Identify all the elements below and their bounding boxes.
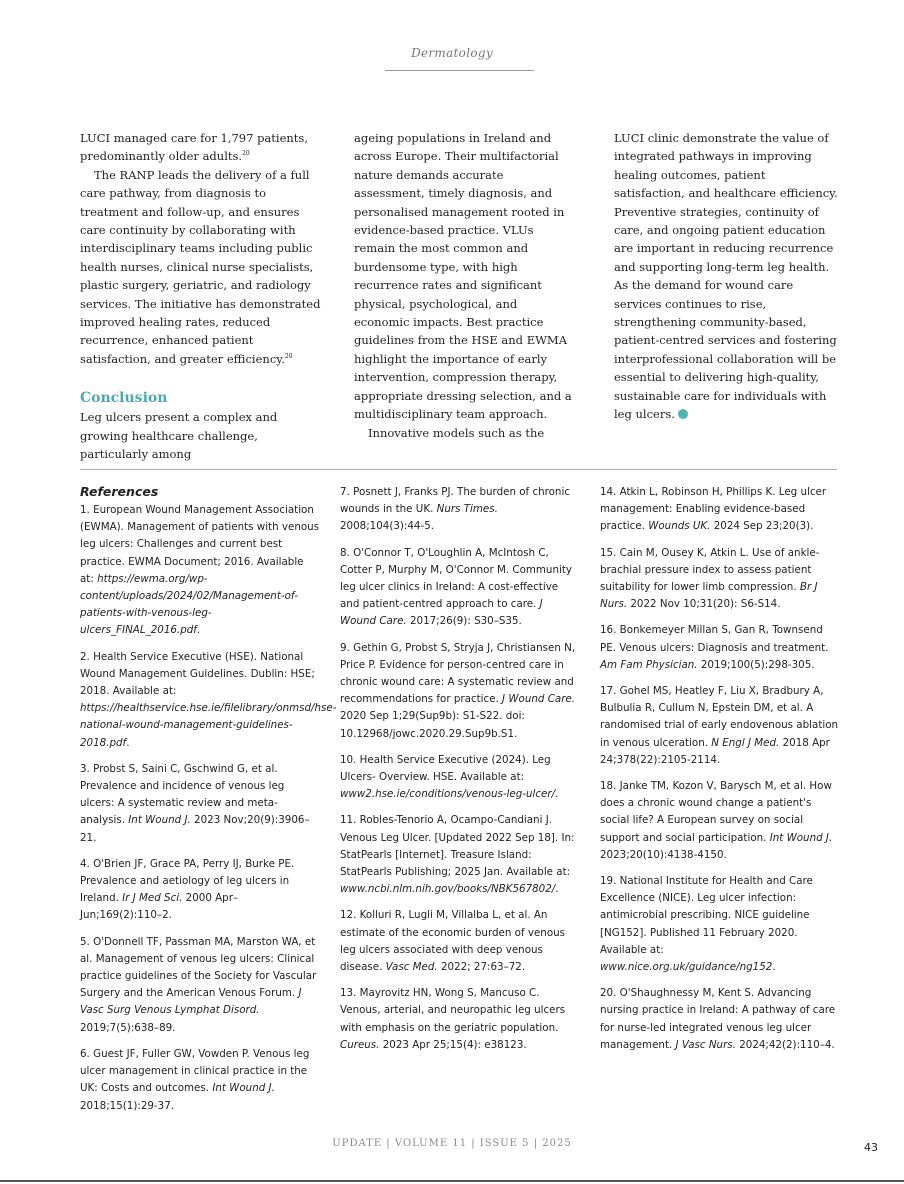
reference-item: [80, 934, 320, 1037]
reference-text: 10. Health Service Executive (2024). Leg Ulcers- Overview. HSE. Available at:: [340, 753, 551, 784]
reference-item: [80, 1046, 320, 1115]
reference-source: Int Wound J.: [128, 814, 191, 827]
conclusion-heading: Conclusion: [80, 390, 168, 407]
paragraph: [614, 129, 839, 424]
reference-text: 6. Guest JF, Fuller GW, Vowden P. Venous leg ulcer management in clinical practice in the UK: Costs and outcomes.: [80, 1047, 310, 1095]
reference-text: 14. Atkin L, Robinson H, Phillips K. Leg ulcer management: Enabling evidence-based practice.: [600, 486, 827, 533]
reference-source: J Vasc Nurs.: [675, 1038, 736, 1051]
body-column-3: [614, 129, 839, 424]
references-title: References: [80, 484, 159, 499]
bottom-rule: [0, 1180, 904, 1182]
references-column-1: [80, 484, 337, 1124]
reference-item: [600, 778, 840, 864]
reference-tail: 2018 Apr 24;378(22):2105-2114.: [600, 736, 830, 766]
reference-tail: 2020 Sep 1;29(Sup9b): S1-S22. doi: 10.12968/jowc.2020.29.Sup9b.S1.: [340, 710, 525, 740]
reference-tail: 2000 Apr–Jun;169(2):110–2.: [80, 892, 239, 922]
reference-tail: 2023 Nov;20(9):3906–21.: [80, 814, 310, 844]
paragraph: ageing populations in Ireland and across Europe. Their multifactorial nature demands accurate assessment, timely diagnosis, and personalised management rooted in evidence-based practice. VLUs remain the most common and burdensome type, with high recurrence rates and significant physical, psychological, and economic impacts. Best practice guidelines from the HSE and EWMA highlight the importance of early intervention, compression therapy, appropriate dressing selection, and a multidisciplinary team approach.: [354, 131, 572, 422]
paragraph: [80, 129, 325, 166]
reference-item: [340, 484, 580, 536]
reference-text: 15. Cain M, Ousey K, Atkin L. Use of ankle-brachial pressure index to assess patient suitability for lower limb compression.: [600, 546, 820, 594]
reference-text: 8. O'Connor T, O'Loughlin A, McIntosh C, Cotter P, Murphy M, O'Connor M. Community leg ulcer clinics in Ireland: A cost-effective and patient-centred approach to care.: [340, 546, 572, 611]
reference-source: https://ewma.org/wp-content/uploads/2024/02/Management-of-patients-with-venous-leg-ulcers_FINAL_2016.pdf: [80, 572, 299, 637]
reference-source: Cureus.: [340, 1038, 380, 1051]
reference-tail: .: [126, 736, 130, 749]
reference-text: 4. O'Brien JF, Grace PA, Perry IJ, Burke PE. Prevalence and aetiology of leg ulcers in Ireland.: [80, 857, 295, 905]
reference-source: Vasc Med.: [385, 961, 438, 974]
reference-item: [80, 856, 320, 925]
reference-item: [600, 545, 840, 614]
citation-superscript: 20: [284, 353, 293, 361]
reference-item: [340, 907, 580, 976]
reference-text: 19. National Institute for Health and Care Excellence (NICE). Leg ulcer infection: antimicrobial prescribing. NICE guideline [NG152]. Published 11 February 2020. Available at:: [600, 875, 813, 956]
reference-text: 3. Probst S, Saini C, Gschwind G, et al. Prevalence and incidence of venous leg ulcers: A systematic review and meta-analysis.: [80, 762, 285, 827]
references-column-3: [600, 484, 840, 1063]
reference-item: [340, 640, 580, 743]
reference-source: J Wound Care.: [502, 693, 576, 706]
reference-text: 12. Kolluri R, Lugli M, Villalba L, et al. An estimate of the economic burden of venous leg ulcers associated with deep venous disease.: [340, 909, 566, 974]
reference-text: 9. Gethin G, Probst S, Stryja J, Christiansen N, Price P. Evidence for person-centred care in chronic wound care: A systematic review and recommendations for practice.: [340, 641, 576, 706]
references-divider: [80, 469, 837, 470]
paragraph: [80, 166, 325, 368]
reference-text: 18. Janke TM, Kozon V, Barysch M, et al. How does a chronic wound change a patient's social life? A European survey on social support and social participation.: [600, 780, 832, 844]
reference-tail: 2023 Apr 25;15(4): e38123.: [379, 1038, 527, 1051]
paragraph-text: The RANP leads the delivery of a full care pathway, from diagnosis to treatment and follow-up, and ensures care continuity by collaborating with interdisciplinary teams including public health nurses, clinical nurse specialists, plastic surgery, geriatric, and radiology services. The initiative has demonstrated improved healing rates, reduced recurrence, enhanced patient satisfaction, and greater efficiency.: [80, 167, 321, 366]
paragraph-text: LUCI managed care for 1,797 patients, predominantly older adults.: [80, 131, 308, 164]
body-column-2: [354, 129, 574, 442]
reference-text: 1. European Wound Management Association (EWMA). Management of patients with venous leg ulcers: Challenges and current best practice. EWMA Document; 2016. Available at:: [80, 504, 320, 585]
section-header: Dermatology: [411, 46, 493, 60]
issue-footer: UPDATE | VOLUME 11 | ISSUE 5 | 2025: [332, 1138, 572, 1149]
reference-source: J Vasc Surg Venous Lymphat Disord.: [80, 987, 302, 1017]
reference-tail: 2008;104(3):44-5.: [340, 520, 435, 533]
references-column-2: [340, 484, 580, 1063]
reference-text: 13. Mayrovitz HN, Wong S, Mancuso C. Venous, arterial, and neuropathic leg ulcers with emphasis on the geriatric population.: [340, 987, 566, 1034]
reference-item: [80, 649, 337, 752]
citation-superscript: 20: [242, 150, 250, 158]
reference-source: https://healthservice.hse.ie/filelibrary/onmsd/hse-national-wound-management-guidelines-2018.pdf: [80, 702, 337, 749]
reference-source: Int Wound J.: [212, 1082, 275, 1095]
reference-item: [80, 761, 320, 847]
reference-item: [600, 484, 840, 536]
reference-tail: .: [196, 624, 201, 637]
reference-text: 5. O'Donnell TF, Passman MA, Marston WA, et al. Management of venous leg ulcers: Clinical practice guidelines of the Society for Vascular Surgery and the American Venous Forum.: [80, 935, 317, 1000]
reference-tail: 2023;20(10):4138-4150.: [600, 848, 727, 861]
reference-text: 17. Gohel MS, Heatley F, Liu X, Bradbury A, Bulbulia R, Cullum N, Epstein DM, et al. A randomised trial of early endovenous ablation in venous ulceration.: [600, 685, 839, 749]
reference-item: [600, 622, 840, 674]
reference-item: [600, 985, 840, 1054]
paragraph: Leg ulcers present a complex and growing healthcare challenge, particularly among: [80, 410, 278, 462]
reference-source: Nurs Times.: [436, 503, 498, 516]
reference-source: Ir J Med Sci.: [122, 892, 183, 905]
reference-tail: .: [555, 883, 559, 896]
reference-item: [340, 985, 580, 1054]
reference-source: Br J Nurs.: [600, 581, 818, 611]
reference-source: J Wound Care.: [340, 598, 543, 628]
reference-tail: 2018;15(1):29-37.: [80, 1099, 175, 1112]
reference-source: N Engl J Med.: [711, 736, 780, 749]
paragraph-text: LUCI clinic demonstrate the value of integrated pathways in improving healing outcomes, patient satisfaction, and healthcare efficiency. Preventive strategies, continuity of care, and ongoing patient education are important in reducing recurrence and supporting long-term leg health. As the demand for wound care services continues to rise, strengthening community-based, patient-centred services and fostering interprofessional collaboration will be essential to delivering high-quality, sustainable care for individuals with leg ulcers.: [614, 131, 838, 422]
reference-text: 2. Health Service Executive (HSE). National Wound Management Guidelines. Dublin: HSE; 2018. Available at:: [80, 650, 315, 698]
reference-item: [340, 752, 580, 804]
reference-source: www.ncbi.nlm.nih.gov/books/NBK567802/: [340, 883, 556, 896]
reference-text: 16. Bonkemeyer Millan S, Gan R, Townsend PE. Venous ulcers: Diagnosis and treatment.: [600, 624, 829, 654]
reference-source: www2.hse.ie/conditions/venous-leg-ulcer/: [340, 788, 556, 801]
paragraph: Innovative models such as the: [368, 425, 545, 440]
reference-tail: .: [772, 961, 776, 974]
reference-tail: 2022 Nov 10;31(20): S6-S14.: [627, 598, 781, 611]
reference-tail: 2017;26(9): S30–S35.: [406, 615, 522, 628]
reference-item: [600, 683, 840, 769]
reference-text: 11. Robles-Tenorio A, Ocampo-Candiani J. Venous Leg Ulcer. [Updated 2022 Sep 18]. In: StatPearls [Internet]. Treasure Island: StatPearls Publishing; 2025 Jan. Available at:: [340, 814, 575, 879]
reference-source: Int Wound J.: [769, 831, 833, 844]
reference-tail: 2022; 27:63–72.: [437, 961, 526, 974]
reference-tail: 2019;7(5):638–89.: [80, 1021, 176, 1034]
body-column-1: [80, 129, 325, 464]
reference-item: [80, 502, 320, 640]
reference-tail: 2024 Sep 23;20(3).: [710, 520, 814, 533]
reference-tail: .: [555, 788, 559, 801]
reference-source: www.nice.org.uk/guidance/ng152: [600, 961, 773, 974]
reference-text: 20. O'Shaughnessy M, Kent S. Advancing nursing practice in Ireland: A pathway of care for nurse-led integrated venous leg ulcer management.: [600, 987, 836, 1051]
reference-tail: 2024;42(2):110–4.: [735, 1038, 835, 1051]
reference-item: [340, 812, 580, 898]
header-divider: [385, 70, 534, 71]
end-mark-dot-icon: [678, 409, 688, 419]
reference-source: Wounds UK.: [648, 520, 711, 533]
reference-item: [600, 873, 840, 976]
reference-text: 7. Posnett J, Franks PJ. The burden of chronic wounds in the UK.: [340, 486, 570, 516]
reference-tail: 2019;100(5):298-305.: [697, 658, 815, 671]
page-number: 43: [864, 1141, 878, 1154]
reference-source: Am Fam Physician.: [600, 658, 698, 671]
reference-item: [340, 545, 580, 631]
